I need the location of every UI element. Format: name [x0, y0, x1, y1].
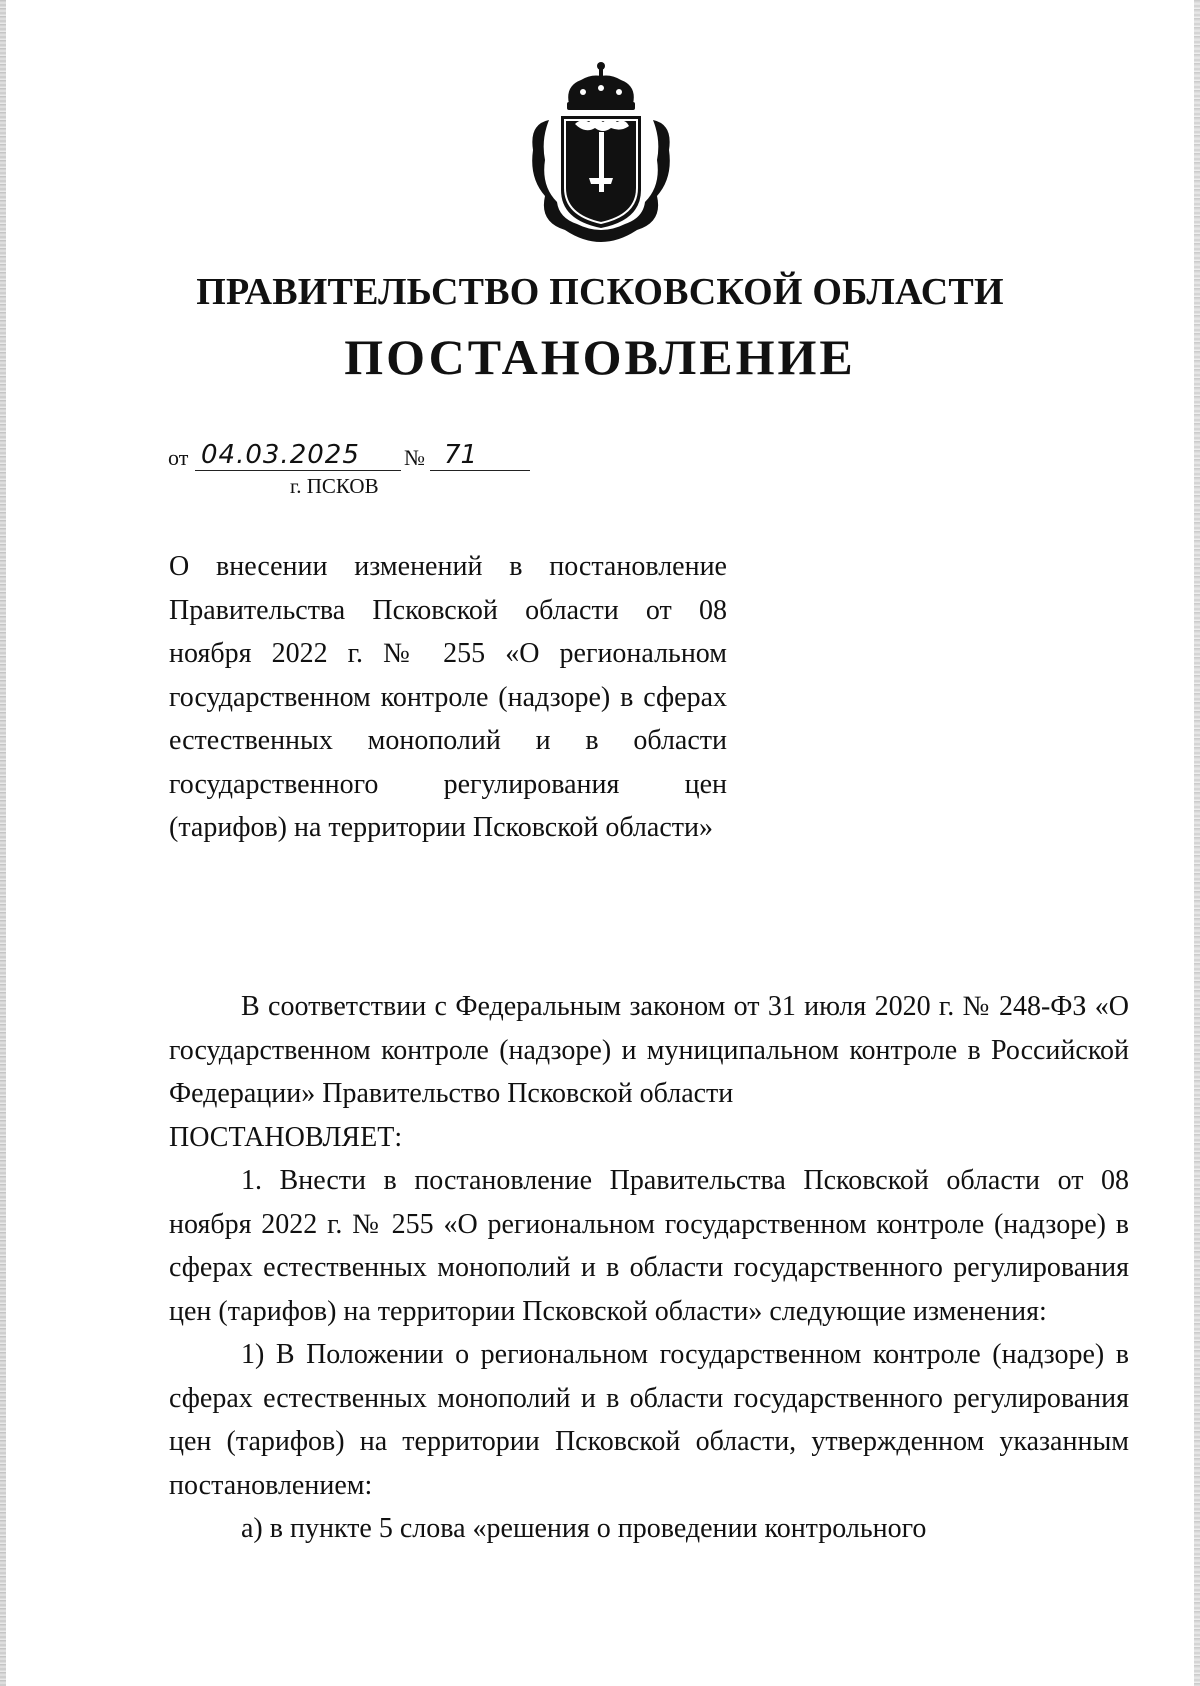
coat-of-arms-icon: [525, 60, 677, 250]
document-type-title: ПОСТАНОВЛЕНИЕ: [344, 329, 856, 385]
document-number: 71: [430, 440, 530, 471]
document-city: г. ПСКОВ: [290, 474, 379, 498]
preamble-paragraph: В соответствии с Федеральным законом от 31 июля 2020 г. № 248-ФЗ «О государственном контроле (надзоре) и муниципальном контроле в Российской Федерации» Правительство Псковской области: [169, 991, 1129, 1109]
document-subject: О внесении изменений в постановление Правительства Псковской области от 08 ноября 2022 г. № 255 «О региональном государственном контроле (надзоре) в сферах естественных монополий и в области государственного регулирования цен (тарифов) на территории Псковской области»: [169, 551, 727, 843]
document-date: 04.03.2025: [195, 440, 401, 471]
date-prefix-label: от: [168, 445, 189, 470]
government-title: ПРАВИТЕЛЬСТВО ПСКОВСКОЙ ОБЛАСТИ: [196, 271, 1004, 313]
scan-edge-left: [0, 0, 6, 1686]
item-1-1-paragraph: 1) В Положении о региональном государственном контроле (надзоре) в сферах естественных монополий и в области государственного регулирования цен (тарифов) на территории Псковской области, утвержденном указанным постановлением:: [169, 1339, 1129, 1501]
scan-edge-right: [1194, 0, 1200, 1686]
document-body: [169, 985, 1129, 1551]
item-1-1-a-paragraph: а) в пункте 5 слова «решения о проведении контрольного: [241, 1513, 927, 1544]
resolves-paragraph: ПОСТАНОВЛЯЕТ:: [169, 1121, 403, 1153]
item-1-paragraph: 1. Внести в постановление Правительства Псковской области от 08 ноября 2022 г. № 255 «О региональном государственном контроле (надзоре) в сферах естественных монополий и в области государственного регулирования цен (тарифов) на территории Псковской области» следующие изменения:: [169, 1165, 1129, 1327]
number-sign-label: №: [404, 445, 425, 470]
